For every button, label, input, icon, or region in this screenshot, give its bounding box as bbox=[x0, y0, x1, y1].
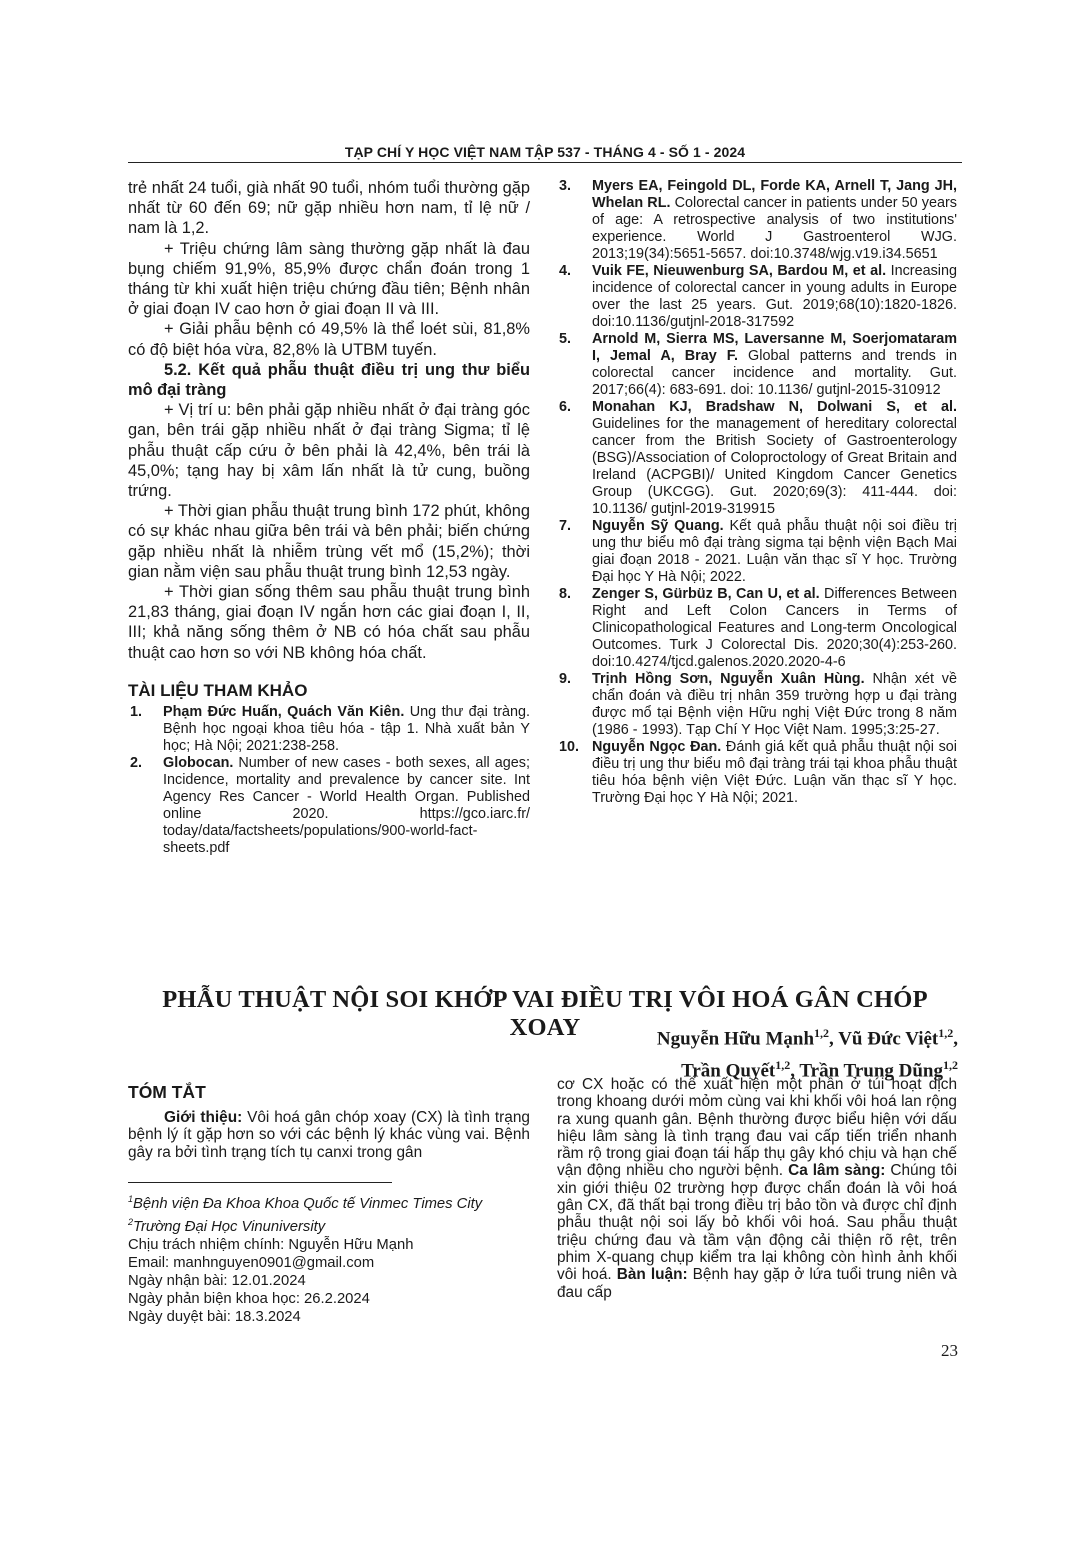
corresponding-author: Chịu trách nhiệm chính: Nguyễn Hữu Mạnh bbox=[128, 1237, 414, 1254]
reference-authors: Globocan. bbox=[163, 755, 234, 772]
abstract-text: cơ CX hoặc có thể xuất hiện một phần ở túi hoạt dịch trong khoang dưới mỏm cùng vai khi khối vôi hoá lan rộng ra xung quanh gân. Bệnh thường được biểu hiện với dấu hiệu lâm sàng là tình trạng đau vai cấp tiến triển nhanh rầm rộ trong giai đoạn tái hấp thụ gây khó chịu và hạn chế vận động nhiều cho người bệnh. bbox=[557, 1076, 957, 1180]
author-affiliation: 1,2 bbox=[943, 1058, 958, 1073]
affiliation-number: 1 bbox=[128, 1194, 134, 1204]
abstract-left bbox=[128, 1082, 530, 1161]
reviewed-date: Ngày phản biện khoa học: 26.2.2024 bbox=[128, 1291, 370, 1308]
article-title: PHẪU THUẬT NỘI SOI KHỚP VAI ĐIỀU TRỊ VÔI HOÁ GÂN CHÓP XOAY bbox=[162, 986, 928, 1041]
abstract-right bbox=[557, 1076, 957, 1301]
reference-number: 10. bbox=[559, 739, 580, 755]
paragraph: + Giải phẫu bệnh có 49,5% là thể loét sùi, 81,8% có độ biệt hóa vừa, 82,8% là UTBM tuyến. bbox=[128, 320, 530, 359]
affiliation-text: Bệnh viện Đa Khoa Khoa Quốc tế Vinmec Times City bbox=[133, 1195, 483, 1212]
reference-item bbox=[557, 331, 957, 399]
paragraph: + Vị trí u: bên phải gặp nhiều nhất ở đại tràng góc gan, bên trái gặp nhiều nhất ở đại tràng Sigma; tỉ lệ phẫu thuật cấp cứu ở bên phải là 42,4%, bên trái là 45,0%; tạng hay bị xâm lấn nhất là tử cung, buồng trứng. bbox=[128, 401, 530, 501]
paragraph: + Thời gian phẫu thuật trung bình 172 phút, không có sự khác nhau giữa bên trái và bên phải; biến chứng gặp nhiều nhất là nhiễm trùng vết mổ (15,2%); thời gian nằm viện sau phẫu thuật trung bình 12,53 ngày. bbox=[128, 502, 530, 581]
reference-item bbox=[557, 263, 957, 331]
accepted-date: Ngày duyệt bài: 18.3.2024 bbox=[128, 1309, 301, 1326]
references-heading: TÀI LIỆU THAM KHẢO bbox=[128, 680, 308, 700]
reference-authors: Myers EA, Feingold DL, Forde KA, Arnell T, Jang JH, Whelan RL. bbox=[592, 178, 957, 211]
reference-text: Ung thư đại tràng. Bệnh học ngoại khoa tiêu hóa - tập 1. Nhà xuất bản Y học; Hà Nội; 2021:238-258. bbox=[163, 704, 531, 755]
author-name: Nguyễn Hữu Mạnh bbox=[656, 1028, 815, 1050]
reference-authors: Vuik FE, Nieuwenburg SA, Bardou M, et al. bbox=[592, 263, 887, 279]
reference-number: 7. bbox=[559, 518, 572, 534]
affiliation-1 bbox=[128, 1190, 530, 1213]
reference-list bbox=[557, 178, 957, 807]
paragraph: trẻ nhất 24 tuổi, già nhất 90 tuổi, nhóm tuổi thường gặp nhất từ 60 đến 69; nữ gặp nhiều hơn nam, tỉ lệ nữ / nam là 1,2. bbox=[128, 179, 530, 238]
author-separator: , bbox=[829, 1028, 839, 1050]
reference-item bbox=[557, 178, 957, 263]
header-rule bbox=[128, 162, 962, 163]
abstract-label: Ca lâm sàng: bbox=[788, 1162, 886, 1180]
reference-text: Guidelines for the management of hereditary colorectal cancer from the British Society of Gastroenterology (BSG)/Association of Coloproctology of Great Britain and Ireland (ACPGBI)/ United Kingdom Cancer Genetics Group (UKCGG). Gut. 2020;69(3): 411-444. doi: 10.1136/ gutjnl-2019-319915 bbox=[592, 416, 957, 517]
reference-item bbox=[557, 671, 957, 739]
author-name: Trần Trung Dũng bbox=[799, 1060, 943, 1082]
reference-authors: Nguyễn Sỹ Quang. bbox=[592, 518, 724, 534]
reference-text: Global patterns and trends in colorectal cancer incidence and mortality. Gut. 2017;66(4): 683-691. doi: 10.1136/ gutjnl-2015-310912 bbox=[592, 348, 958, 398]
reference-number: 5. bbox=[559, 331, 572, 347]
reference-text: Number of new cases - both sexes, all ages; Incidence, mortality and prevalence by cancer site. Int Agency Res Cancer - World Health Organ. Published online 2020. https://gco.iarc.fr/ today/data/factsheets/populations/900-world-fact-sheets.pdf bbox=[163, 755, 530, 857]
page-number: 23 bbox=[941, 1341, 958, 1360]
author-separator: , bbox=[790, 1060, 800, 1082]
reference-number: 8. bbox=[559, 586, 572, 602]
reference-item bbox=[557, 399, 957, 518]
reference-item bbox=[128, 704, 530, 755]
reference-number: 3. bbox=[559, 178, 572, 194]
affiliation-2 bbox=[128, 1213, 530, 1236]
email-line: Email: manhnguyen0901@gmail.com bbox=[128, 1255, 375, 1272]
reference-item bbox=[557, 739, 957, 807]
reference-text: Increasing incidence of colorectal cancer in young adults in Europe over the last 25 years. Gut. 2019;68(10):1820-1826. doi:10.1136/gutjnl-2018-317592 bbox=[592, 263, 957, 330]
abstract-label: Giới thiệu: bbox=[164, 1109, 243, 1126]
reference-authors: Phạm Đức Huấn, Quách Văn Kiên. bbox=[163, 704, 405, 721]
abstract-text: Vôi hoá gân chóp xoay (CX) là tình trạng bệnh lý ít gặp hơn so với các bệnh lý khác vùng vai. Bệnh gây ra bởi tình trạng tích tụ canxi trong gân bbox=[128, 1109, 530, 1161]
affiliation-number: 2 bbox=[128, 1217, 134, 1228]
affiliation-text: Trường Đại Học Vinuniversity bbox=[133, 1218, 326, 1235]
reference-authors: Arnold M, Sierra MS, Laversanne M, Soerjomataram I, Jemal A, Bray F. bbox=[592, 331, 957, 364]
reference-authors: Trịnh Hồng Sơn, Nguyễn Xuân Hùng. bbox=[592, 671, 865, 687]
abstract-text: Chúng tôi xin giới thiệu 02 trường hợp được chẩn đoán là vôi hoá gân CX, đã thất bại trong điều trị bảo tồn và được chỉ định phẫu thuật nội soi lấy bỏ khối vôi hoá. Sau phẫu thuật triệu chứng đau và tầm vận động cải thiện rõ rệt, trên phim X-quang chụp kiểm tra lại không còn hình ảnh khối vôi hoá. bbox=[557, 1162, 957, 1284]
author-affiliation: 1,2 bbox=[938, 1026, 954, 1040]
reference-item bbox=[557, 518, 957, 586]
reference-text: Nhận xét về chẩn đoán và điều trị nhân 359 trường hợp u đại tràng được mổ tại Bệnh viện Hữu nghị Việt Đức trong 8 năm (1986 - 1993). Tạp Chí Y Học Việt Nam. 1995;3:25-27. bbox=[592, 671, 958, 738]
section-heading: 5.2. Kết quả phẫu thuật điều trị ung thư biểu mô đại tràng bbox=[128, 360, 530, 400]
right-column bbox=[557, 178, 957, 807]
reference-item bbox=[557, 586, 957, 671]
reference-number: 4. bbox=[559, 263, 572, 279]
author-list bbox=[520, 1020, 958, 1085]
reference-item bbox=[128, 755, 530, 857]
received-date: Ngày nhận bài: 12.01.2024 bbox=[128, 1273, 306, 1290]
author-line: Nguyễn Hữu Mạnh$^{1,2}$, Vũ Đức Việt$^{1,2}$, bbox=[656, 1026, 958, 1050]
author-affiliation: 1,2 bbox=[814, 1026, 830, 1040]
paragraph: + Thời gian sống thêm sau phẫu thuật trung bình 21,83 tháng, giai đoạn IV ngắn hơn các giai đoạn I, II, III; khả năng sống thêm ở NB có hóa chất sau phẫu thuật cao hơn so với NB không hóa chất. bbox=[128, 583, 530, 662]
footnote-rule bbox=[128, 1182, 392, 1183]
reference-text: Differences Between Right and Left Colon Cancers in Terms of Clinicopathological Features and Long-term Oncological Outcomes. Turk J Colorectal Dis. 2020;30(4):253-260. doi:10.4274/tjcd.galenos.2020.2020-4-6 bbox=[592, 586, 958, 670]
footnotes bbox=[128, 1190, 530, 1327]
abstract-label: Bàn luận: bbox=[616, 1266, 688, 1284]
abstract-paragraph bbox=[128, 1109, 530, 1161]
reference-number: 2. bbox=[130, 755, 143, 772]
abstract-heading: TÓM TẮT bbox=[128, 1082, 206, 1102]
author-name: Vũ Đức Việt bbox=[838, 1028, 939, 1050]
author-affiliation: 1,2 bbox=[775, 1058, 791, 1073]
paragraph: + Triệu chứng lâm sàng thường gặp nhất là đau bụng chiếm 91,9%, 85,9% được chẩn đoán trong 1 tháng từ khi xuất hiện triệu chứng đầu tiên; Bệnh nhân ở giai đoạn IV cao hơn ở giai đoạn II và III. bbox=[128, 239, 530, 319]
left-column bbox=[128, 178, 530, 857]
reference-text: Kết quả phẫu thuật nội soi điều trị ung thư biểu mô đại tràng sigma tại bệnh viện Bạch Mai giai đoạn 2018 - 2021. Luận văn thạc sĩ Y học. Trường Đại học Y Hà Nội; 2022. bbox=[592, 518, 957, 585]
reference-text: Đánh giá kết quả phẫu thuật nội soi điều trị ung thư biểu mô đại tràng trái tại khoa phẫu thuật tiêu hóa bệnh viện Việt Đức. Luận văn thạc sĩ Y học. Trường Đại học Y Hà Nội; 2021. bbox=[592, 739, 957, 806]
reference-number: 9. bbox=[559, 671, 572, 687]
reference-authors: Nguyễn Ngọc Đan. bbox=[592, 739, 722, 755]
journal-header: TẠP CHÍ Y HỌC VIỆT NAM TẬP 537 - THÁNG 4 - SỐ 1 - 2024 bbox=[344, 144, 746, 160]
reference-text: Colorectal cancer in patients under 50 years of age: A retrospective analysis of two institutions' experience. World J Gastroenterol WJG. 2013;19(34):5651-5657. doi:10.3748/wjg.v19.i34.5651 bbox=[592, 195, 957, 262]
reference-list bbox=[128, 704, 530, 857]
abstract-text: Bệnh hay gặp ở lứa tuổi trung niên và đau cấp bbox=[557, 1266, 958, 1301]
reference-number: 6. bbox=[559, 399, 572, 415]
author-name: Trần Quyết bbox=[681, 1060, 776, 1082]
reference-authors: Zenger S, Gürbüz B, Can U, et al. bbox=[592, 586, 820, 602]
reference-authors: Monahan KJ, Bradshaw N, Dolwani S, et al. bbox=[592, 399, 957, 415]
reference-number: 1. bbox=[130, 704, 143, 721]
